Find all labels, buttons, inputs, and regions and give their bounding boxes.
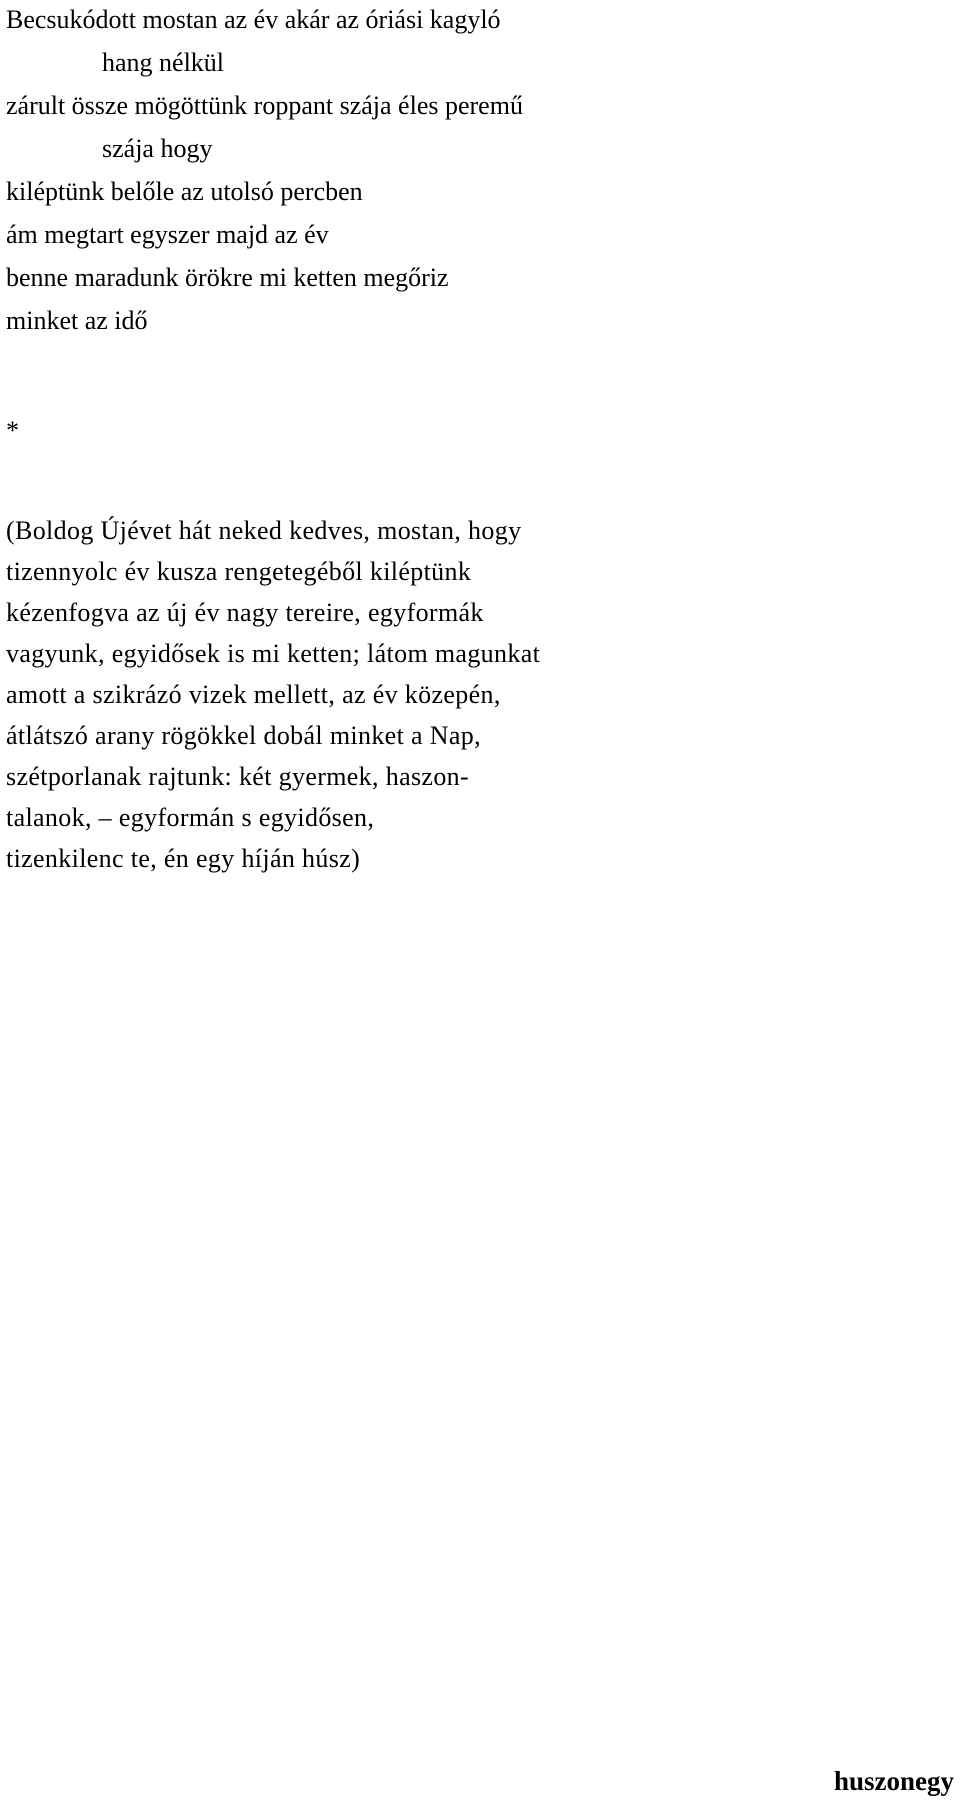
poem-line-1: Becsukódott mostan az év akár az óriási kagyló (6, 5, 501, 34)
prose-line-4: vagyunk, egyidősek is mi ketten; látom magunkat (6, 639, 541, 668)
poem-line-4: szája hogy (102, 134, 213, 163)
poem-line-5: kiléptünk belőle az utolsó percben (6, 177, 363, 206)
prose-line-9: tizenkilenc te, én egy híján húsz) (6, 844, 361, 873)
prose-line-5: amott a szikrázó vizek mellett, az év közepén, (6, 680, 501, 709)
prose-line-3: kézenfogva az új év nagy tereire, egyformák (6, 598, 484, 627)
prose-paragraph (6, 510, 540, 879)
page-number-label: huszonegy (833, 1766, 954, 1796)
prose-line-8: talanok, – egyformán s egyidősen, (6, 803, 375, 832)
prose-line-6: átlátszó arany rögökkel dobál minket a Nap, (6, 721, 481, 750)
poem-line-3: zárult össze mögöttünk roppant szája éles peremű (6, 91, 523, 120)
prose-line-7: szétporlanak rajtunk: két gyermek, haszon- (6, 762, 470, 791)
prose-line-2: tizennyolc év kusza rengetegéből kiléptünk (6, 557, 472, 586)
poem-line-7: benne maradunk örökre mi ketten megőriz (6, 263, 449, 292)
poem-line-2: hang nélkül (102, 48, 225, 77)
section-separator: * (6, 416, 19, 445)
poem-line-8: minket az idő (6, 306, 148, 335)
poem-line-6: ám megtart egyszer majd az év (6, 220, 329, 249)
prose-line-1: (Boldog Újévet hát neked kedves, mostan, hogy (6, 516, 522, 545)
